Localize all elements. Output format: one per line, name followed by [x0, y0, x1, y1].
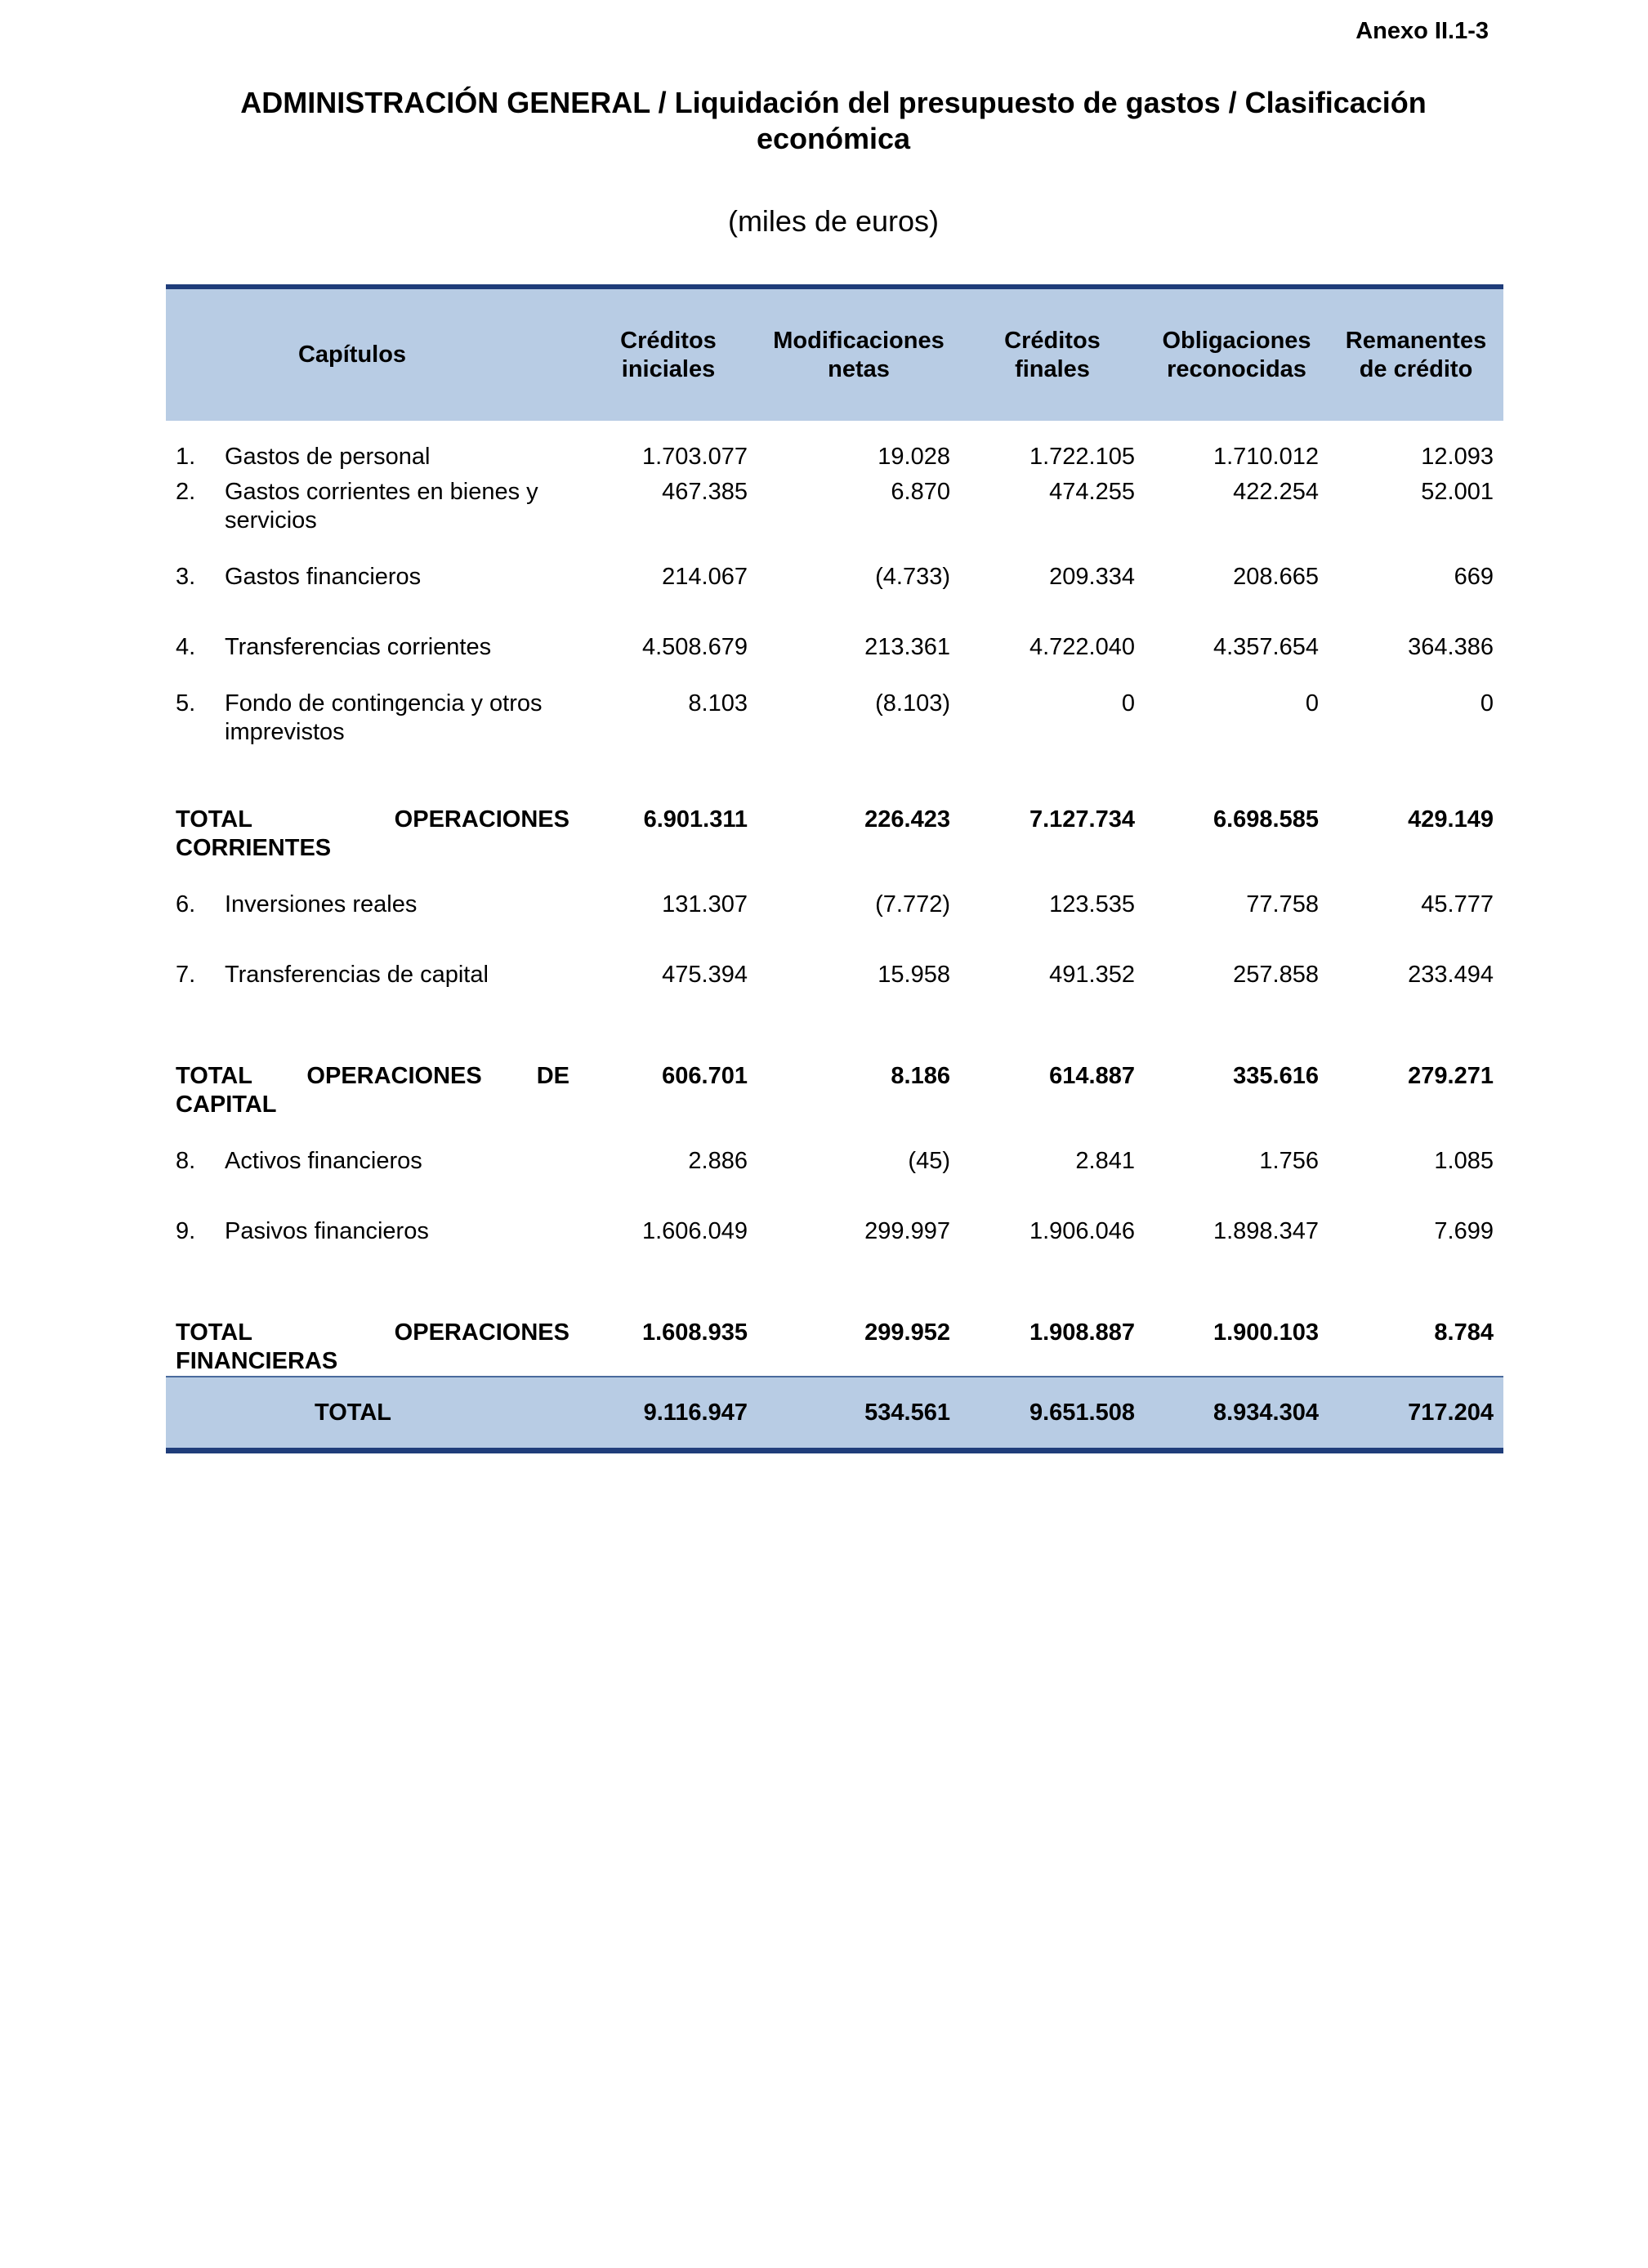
value-cell: 6.870 — [891, 479, 950, 505]
value-cell: 1.606.049 — [641, 1218, 748, 1244]
total-value: 9.116.947 — [579, 1377, 757, 1451]
chapter-number: 6. — [176, 891, 196, 917]
value-cell: 7.699 — [1434, 1218, 1494, 1244]
table-row — [166, 690, 1503, 806]
table-row — [166, 633, 1503, 690]
table-row — [166, 1217, 1503, 1319]
value-cell: 475.394 — [662, 962, 748, 988]
value-cell: 0 — [1480, 690, 1494, 717]
chapter-number: 3. — [176, 564, 196, 590]
header-remanentes-credito: Remanentes de crédito — [1329, 287, 1503, 421]
chapter-number: 7. — [176, 962, 196, 988]
table-header-row — [166, 287, 1503, 421]
chapter-number: 1. — [176, 444, 196, 470]
total-value: 717.204 — [1329, 1377, 1503, 1451]
value-cell: 491.352 — [1049, 962, 1135, 988]
value-cell: 6.698.585 — [1213, 806, 1319, 833]
subtotal-label: TOTAL OPERACIONES CORRIENTES — [176, 806, 569, 861]
total-value: 8.934.304 — [1145, 1377, 1329, 1451]
total-value: 534.561 — [757, 1377, 960, 1451]
value-cell: 7.127.734 — [1029, 806, 1135, 833]
header-obligaciones-reconocidas: Obligaciones reconocidas — [1145, 287, 1329, 421]
value-cell: 131.307 — [662, 891, 748, 917]
value-cell: 335.616 — [1233, 1063, 1319, 1089]
value-cell: 6.901.311 — [643, 806, 748, 833]
value-cell: 1.906.046 — [1029, 1218, 1135, 1244]
value-cell: (45) — [908, 1148, 950, 1174]
chapter-label: Activos financieros — [225, 1148, 422, 1174]
chapter-label: Gastos corrientes en bienes y servicios — [225, 479, 538, 534]
value-cell: 8.186 — [891, 1063, 950, 1089]
table-row — [166, 961, 1503, 1062]
header-creditos-finales: Créditos finales — [960, 287, 1145, 421]
table-row — [166, 891, 1503, 961]
value-cell: 226.423 — [864, 806, 950, 833]
chapter-label: Gastos financieros — [225, 564, 422, 590]
value-cell: 429.149 — [1408, 806, 1494, 833]
page-title: ADMINISTRACIÓN GENERAL / Liquidación del presupuesto de gastos / Clasificación económica — [240, 86, 1427, 155]
table-row — [166, 478, 1503, 563]
value-cell: 15.958 — [878, 962, 950, 988]
value-cell: (4.733) — [875, 564, 950, 590]
value-cell: 279.271 — [1408, 1063, 1494, 1089]
annex-reference: Anexo II.1-3 — [1355, 18, 1489, 44]
total-label: TOTAL — [166, 1377, 579, 1451]
value-cell: 209.334 — [1049, 564, 1135, 590]
value-cell: 8.784 — [1434, 1319, 1494, 1346]
subtotal-label: TOTAL OPERACIONES DE CAPITAL — [176, 1063, 569, 1118]
value-cell: (8.103) — [875, 690, 950, 717]
table-row — [166, 1147, 1503, 1217]
value-cell: 422.254 — [1233, 479, 1319, 505]
header-capitulos: Capítulos — [166, 287, 579, 421]
subtotal-row — [166, 1062, 1503, 1147]
value-cell: 77.758 — [1246, 891, 1319, 917]
chapter-number: 9. — [176, 1218, 196, 1244]
value-cell: 1.608.935 — [641, 1319, 748, 1346]
value-cell: 52.001 — [1421, 479, 1494, 505]
value-cell: 233.494 — [1408, 962, 1494, 988]
value-cell: 1.722.105 — [1029, 444, 1135, 470]
table-row — [166, 421, 1503, 478]
value-cell: 606.701 — [662, 1063, 748, 1089]
value-cell: 1.898.347 — [1213, 1218, 1319, 1244]
value-cell: 12.093 — [1421, 444, 1494, 470]
chapter-label: Gastos de personal — [225, 444, 431, 470]
value-cell: 1.703.077 — [641, 444, 748, 470]
value-cell: 19.028 — [878, 444, 950, 470]
chapter-number: 2. — [176, 479, 196, 505]
value-cell: 4.357.654 — [1213, 634, 1319, 660]
value-cell: 4.508.679 — [641, 634, 748, 660]
value-cell: 364.386 — [1408, 634, 1494, 660]
value-cell: 0 — [1121, 690, 1135, 717]
value-cell: 2.886 — [688, 1148, 748, 1174]
chapter-label: Fondo de contingencia y otros imprevistos — [225, 690, 543, 745]
chapter-number: 8. — [176, 1148, 196, 1174]
value-cell: 2.841 — [1075, 1148, 1135, 1174]
subtotal-row — [166, 806, 1503, 891]
value-cell: 299.952 — [864, 1319, 950, 1346]
value-cell: 0 — [1305, 690, 1319, 717]
value-cell: 1.908.887 — [1029, 1319, 1135, 1346]
value-cell: 467.385 — [662, 479, 748, 505]
value-cell: 614.887 — [1049, 1063, 1135, 1089]
value-cell: 214.067 — [662, 564, 748, 590]
value-cell: 1.085 — [1434, 1148, 1494, 1174]
value-cell: (7.772) — [875, 891, 950, 917]
value-cell: 669 — [1454, 564, 1494, 590]
budget-table — [166, 284, 1503, 1453]
subtotal-label: TOTAL OPERACIONES FINANCIERAS — [176, 1319, 569, 1374]
chapter-label: Pasivos financieros — [225, 1218, 429, 1244]
header-creditos-iniciales: Créditos iniciales — [579, 287, 757, 421]
total-value: 9.651.508 — [960, 1377, 1145, 1451]
value-cell: 45.777 — [1421, 891, 1494, 917]
value-cell: 1.756 — [1259, 1148, 1319, 1174]
value-cell: 1.710.012 — [1213, 444, 1319, 470]
value-cell: 1.900.103 — [1213, 1319, 1319, 1346]
chapter-label: Transferencias corrientes — [225, 634, 492, 660]
value-cell: 213.361 — [864, 634, 950, 660]
unit-label: (miles de euros) — [727, 204, 940, 238]
header-modificaciones-netas: Modificaciones netas — [757, 287, 960, 421]
chapter-number: 4. — [176, 634, 196, 660]
value-cell: 299.997 — [864, 1218, 950, 1244]
total-row — [166, 1377, 1503, 1451]
value-cell: 474.255 — [1049, 479, 1135, 505]
table-row — [166, 563, 1503, 633]
value-cell: 8.103 — [688, 690, 748, 717]
value-cell: 123.535 — [1049, 891, 1135, 917]
chapter-label: Transferencias de capital — [225, 962, 489, 988]
value-cell: 208.665 — [1233, 564, 1319, 590]
subtotal-row — [166, 1319, 1503, 1377]
value-cell: 257.858 — [1233, 962, 1319, 988]
chapter-number: 5. — [176, 690, 196, 717]
value-cell: 4.722.040 — [1029, 634, 1135, 660]
chapter-label: Inversiones reales — [225, 891, 418, 917]
